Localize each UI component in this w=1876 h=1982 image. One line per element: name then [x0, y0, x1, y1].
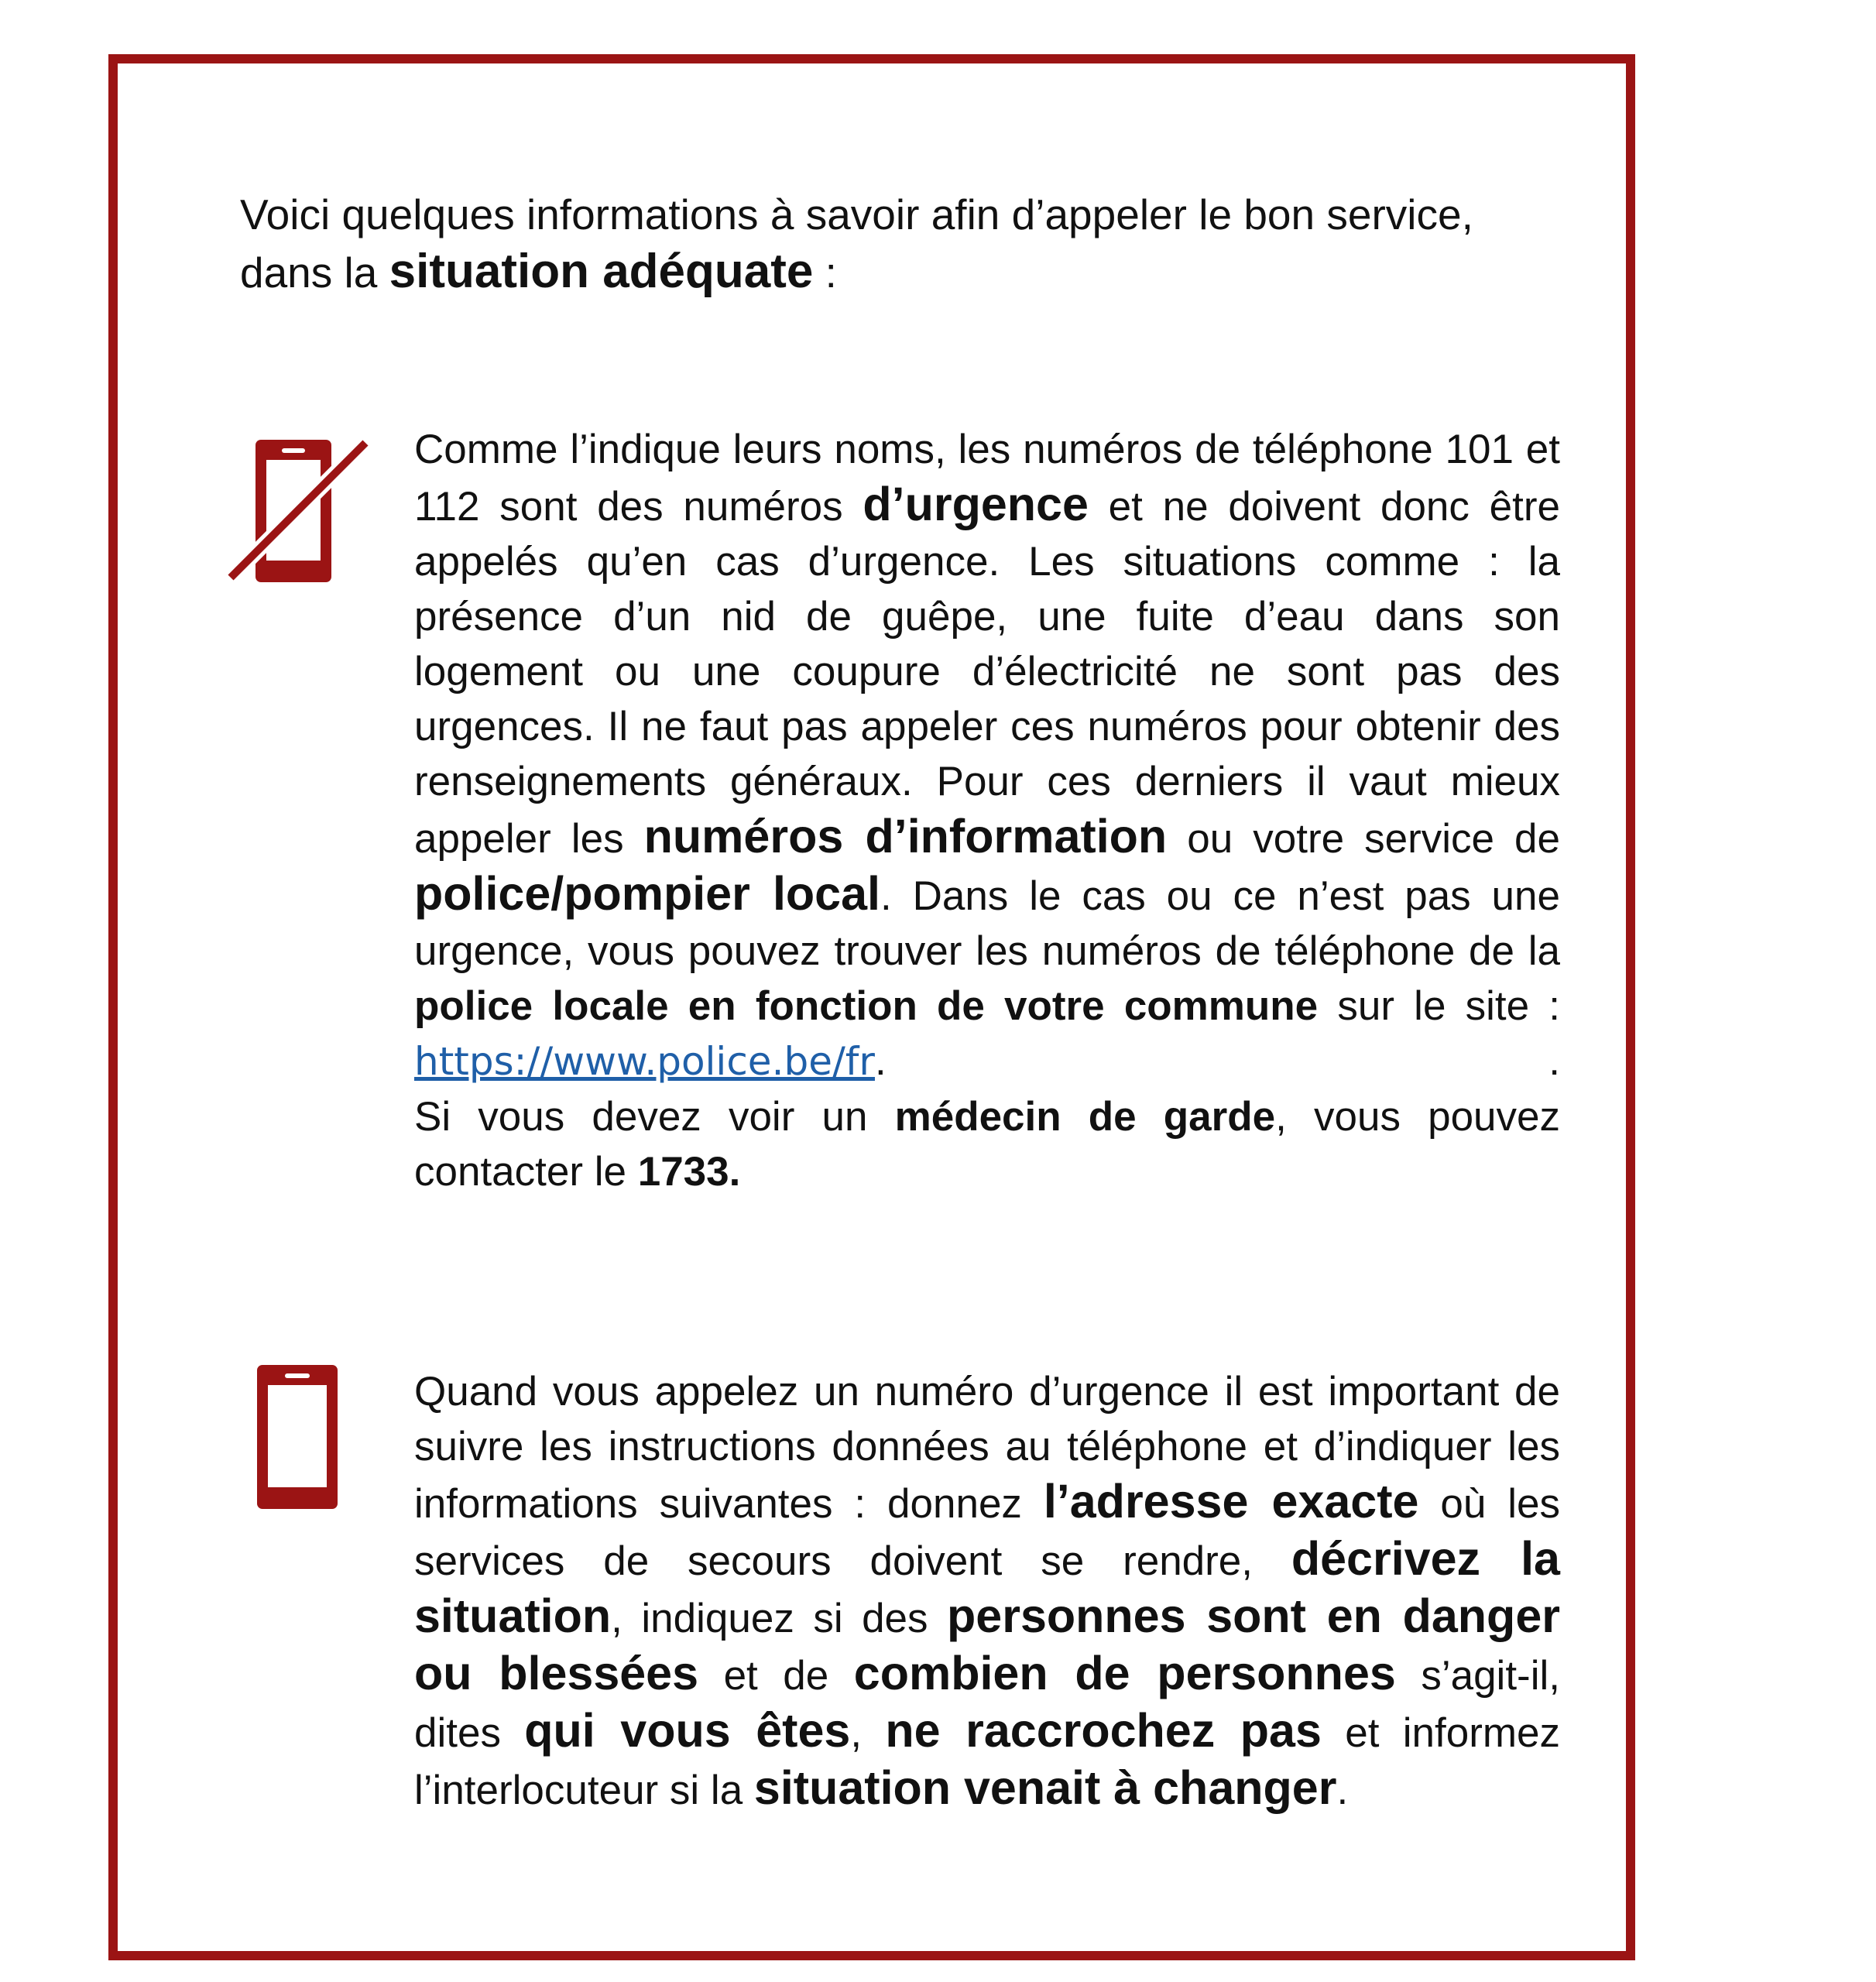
text-segment: . Dans le cas ou ce n’est pas une urgence, vous pouvez trouver les numéros de téléphone de la — [414, 873, 1560, 974]
text-segment: et de — [698, 1653, 854, 1699]
police-website-link[interactable]: https://www.police.be/fr — [414, 1039, 875, 1084]
emphasis-exact-address: l’adresse exacte — [1043, 1475, 1419, 1528]
emphasis-situation-change: situation venait à changer — [753, 1761, 1337, 1814]
text-segment: Quand vous appelez un numéro d’urgence il est important de suivre les instructions données au téléphone et d’indiquer les informations suivantes : donnez — [414, 1369, 1560, 1527]
text-segment: sur le site : — [1318, 983, 1560, 1029]
intro-text: Voici quelques informations à savoir afin d’appeler le bon service, dans la — [240, 190, 1473, 297]
emphasis-1733: 1733. — [637, 1149, 741, 1195]
emphasis-local-police-commune: police locale en fonction de votre commune — [414, 983, 1319, 1029]
text-segment: , vous pouvez contacter le — [414, 1094, 1561, 1195]
text-segment: et ne doivent donc être appelés qu’en cas d’urgence. Les situations comme : la présence d’un nid de guêpe, une fuite d’eau dans son logement ou une coupure d’électricité ne sont pas des urgences. Il ne faut pas appeler ces numéros pour obtenir des renseignements généraux. Pour ces derniers il vaut mieux appeler les — [414, 484, 1560, 862]
text-segment: s’agit-il, dites — [414, 1653, 1560, 1756]
text-segment: et informez l’interlocuteur si la — [414, 1710, 1560, 1813]
calling-instructions-paragraph — [414, 1364, 1560, 1818]
phone-icon — [256, 1359, 341, 1514]
intro-emphasis: situation adéquate — [389, 245, 814, 298]
emphasis-urgence: d’urgence — [863, 478, 1089, 530]
emphasis-who-you-are: qui vous êtes — [524, 1704, 851, 1757]
text-segment: Si vous devez voir un — [414, 1094, 895, 1140]
emphasis-describe-situation: décrivez la situation — [414, 1532, 1560, 1642]
emphasis-local-police: police/pompier local — [414, 867, 880, 920]
text-segment: , indiquez si des — [611, 1596, 948, 1641]
text-segment: . — [874, 1038, 887, 1084]
emphasis-info-numbers: numéros d’information — [643, 810, 1168, 862]
text-dot: . — [1548, 1038, 1560, 1084]
emphasis-how-many-people: combien de personnes — [853, 1647, 1396, 1699]
emphasis-people-in-danger: personnes sont en danger ou blessées — [414, 1589, 1560, 1699]
phone-crossed-icon — [225, 434, 372, 588]
text-segment: . — [1336, 1768, 1349, 1813]
intro-paragraph — [240, 186, 1479, 301]
intro-suffix: : — [813, 249, 837, 297]
text-segment: , — [850, 1710, 886, 1756]
text-segment: où les services de secours doivent se rendre, — [414, 1481, 1561, 1584]
emphasis-doctor-on-call: médecin de garde — [894, 1094, 1276, 1140]
emergency-numbers-paragraph — [414, 422, 1560, 1199]
text-segment: ou votre service de — [1167, 816, 1560, 862]
emphasis-dont-hang-up: ne raccrochez pas — [885, 1704, 1322, 1757]
text-segment: Comme l’indique leurs noms, les numéros de téléphone 101 et 112 sont des numéros — [414, 427, 1560, 530]
